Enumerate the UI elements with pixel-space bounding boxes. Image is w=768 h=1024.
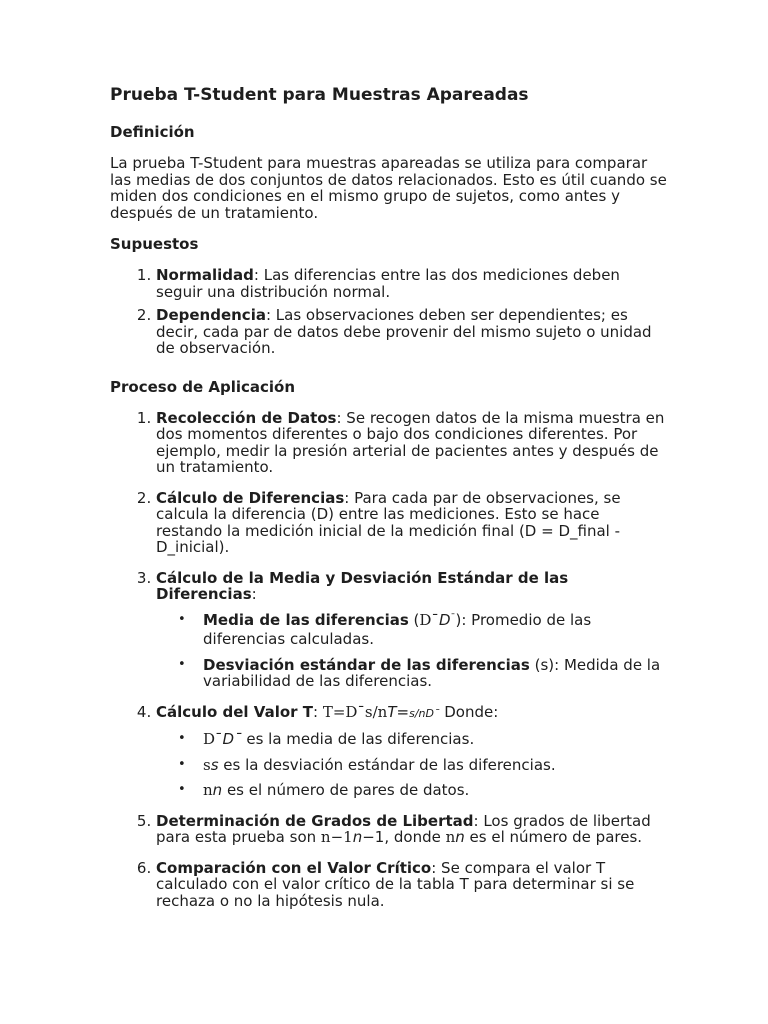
list-item <box>156 570 670 690</box>
list-item <box>156 490 670 556</box>
sub-list-item <box>203 657 670 690</box>
item-text: ( <box>408 610 420 629</box>
math-italic: D¯ <box>222 730 242 748</box>
math-bar: ¯ <box>450 612 456 624</box>
sub-list-item <box>203 782 670 799</box>
item-text: es la desviación estándar de las diferencias. <box>218 755 556 774</box>
math-italic: D <box>438 610 451 629</box>
sub-list-item <box>203 612 670 648</box>
list-item <box>156 267 670 300</box>
list-item <box>156 704 670 799</box>
item-text: : Se compara el valor T calculado con el valor crítico de la tabla T para determinar si se rechaza o no la hipótesis nula. <box>156 858 635 910</box>
item-term: Dependencia <box>156 306 266 324</box>
item-term: Normalidad <box>156 266 254 284</box>
item-text: es el número de pares de datos. <box>222 781 470 799</box>
item-term: Cálculo de la Media y Desviación Estándar de las Diferencias <box>156 568 569 603</box>
list-item <box>156 813 670 846</box>
document <box>110 84 670 923</box>
sub-list <box>156 612 670 690</box>
formula-eq: = <box>396 702 410 721</box>
item-text: es la media de las diferencias. <box>241 730 475 748</box>
sub-list-item <box>203 757 670 774</box>
item-text: : Los grados de libertad para esta prueba son <box>156 811 651 846</box>
math-plain: D¯ <box>419 610 439 629</box>
formula-small: s/nD¯ <box>409 706 440 720</box>
heading-proceso: Proceso de Aplicación <box>110 377 296 396</box>
list-item <box>156 860 670 910</box>
math-italic: s <box>210 755 219 774</box>
item-text: : Las observaciones deben ser dependientes; es decir, cada par de datos debe provenir del mismo sujeto o unidad de observación. <box>156 306 652 357</box>
math-plain: D¯ <box>203 730 223 748</box>
sub-list-item <box>203 731 670 748</box>
item-term: Comparación con el Valor Crítico <box>156 858 432 877</box>
math-rest: −1 <box>362 828 385 846</box>
item-text: es el número de pares. <box>464 828 643 846</box>
definicion-text: La prueba T-Student para muestras apareadas se utiliza para comparar las medias de dos conjuntos de datos relacionados. Esto es útil cuando se miden dos condiciones en el mismo grupo de sujetos, como antes y después de un tratamiento. <box>110 154 667 222</box>
item-text: : Las diferencias entre las dos mediciones deben seguir una distribución normal. <box>156 266 620 301</box>
item-text: : <box>251 585 257 603</box>
math-italic: n <box>212 781 223 799</box>
item-text: ): Promedio de las diferencias calculadas. <box>203 610 592 648</box>
item-text: Donde: <box>439 702 499 721</box>
math-plain: s <box>203 755 211 774</box>
math-plain: n−1 <box>320 828 353 846</box>
proceso-list <box>110 410 670 910</box>
heading-definicion: Definición <box>110 123 195 141</box>
math-plain: n <box>203 781 213 799</box>
item-term: Recolección de Datos <box>156 408 337 427</box>
item-text: (s): Medida de la variabilidad de las diferencias. <box>203 655 661 690</box>
formula-plain: T=D¯s/n <box>322 702 388 721</box>
item-term: Cálculo de Diferencias <box>156 488 345 507</box>
math-italic: n <box>352 828 363 846</box>
item-text: , donde <box>384 828 446 846</box>
supuestos-list <box>110 267 670 357</box>
item-term: Media de las diferencias <box>203 610 409 629</box>
item-term: Desviación estándar de las diferencias <box>203 655 530 674</box>
item-term: Cálculo del Valor T <box>156 702 313 721</box>
list-item <box>156 410 670 476</box>
item-text: : <box>313 702 323 721</box>
item-term: Determinación de Grados de Libertad <box>156 811 474 830</box>
heading-supuestos: Supuestos <box>110 235 199 253</box>
sub-list <box>156 731 670 799</box>
item-text: : Se recogen datos de la misma muestra en dos momentos diferentes o bajo dos condiciones diferentes. Por ejemplo, medir la presión arterial de pacientes antes y después de un tratamiento. <box>156 408 665 476</box>
document-title: Prueba T-Student para Muestras Apareadas <box>110 85 529 105</box>
list-item <box>156 307 670 357</box>
math-plain: n <box>445 828 456 846</box>
math-italic: n <box>455 828 465 846</box>
formula-italic: T <box>387 702 397 721</box>
item-text: : Para cada par de observaciones, se calcula la diferencia (D) entre las mediciones. Esto se hace restando la medición inicial de la medición final (D = D_final - D_inicial). <box>156 488 621 556</box>
